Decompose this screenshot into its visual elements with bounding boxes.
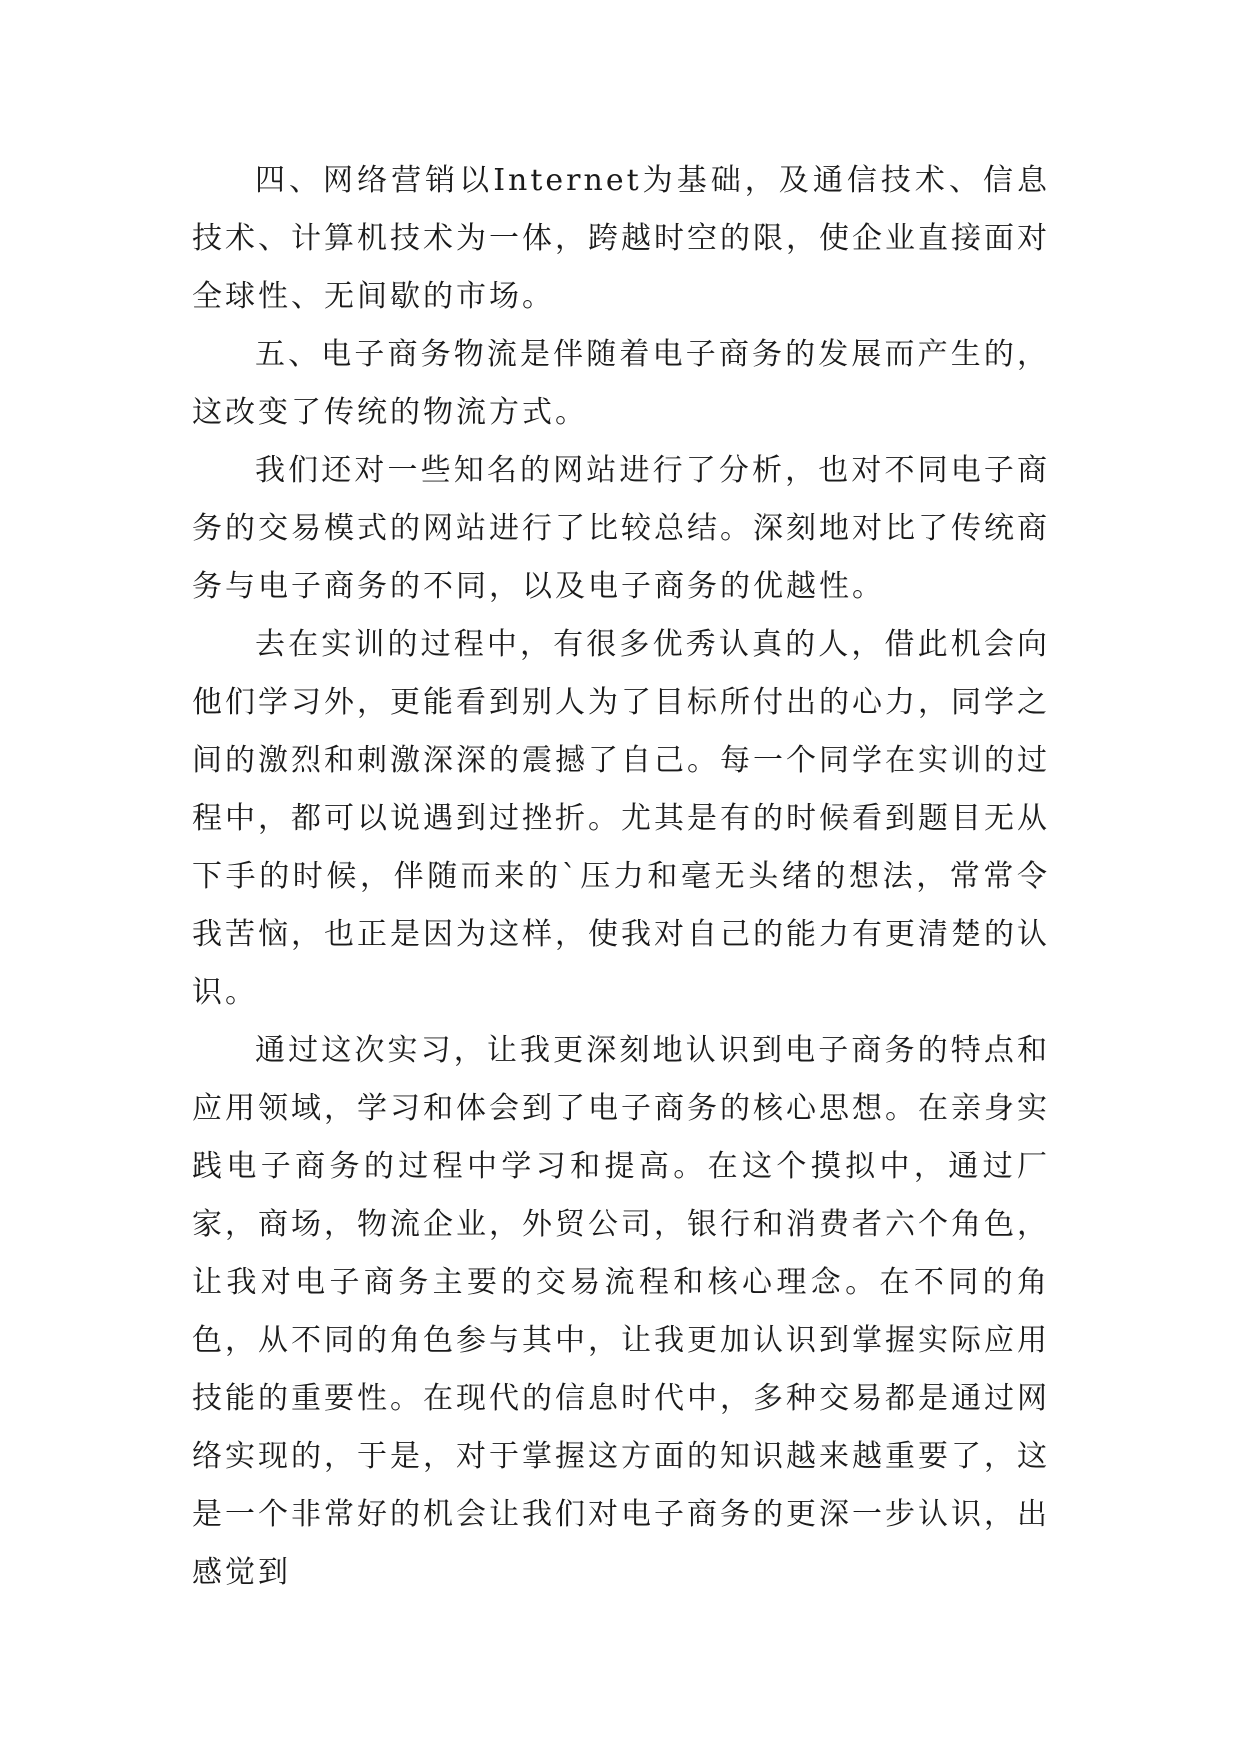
document-body [192,152,1050,1602]
paragraph-internship-summary: 通过这次实习，让我更深刻地认识到电子商务的特点和应用领域，学习和体会到了电子商务的核心思想。在亲身实践电子商务的过程中学习和提高。在这个摸拟中，通过厂家，商场，物流企业，外贸公司，银行和消费者六个角色，让我对电子商务主要的交易流程和核心理念。在不同的角色，从不同的角色参与其中，让我更加认识到掌握实际应用技能的重要性。在现代的信息时代中，多种交易都是通过网络实现的，于是，对于掌握这方面的知识越来越重要了，这是一个非常好的机会让我们对电子商务的更深一步认识，出感觉到 [192,1033,1050,1590]
paragraph-network-marketing: 四、网络营销以Internet为基础，及通信技术、信息技术、计算机技术为一体，跨越时空的限，使企业直接面对全球性、无间歇的市场。 [192,163,1050,314]
paragraph-website-analysis: 我们还对一些知名的网站进行了分析，也对不同电子商务的交易模式的网站进行了比较总结。深刻地对比了传统商务与电子商务的不同，以及电子商务的优越性。 [192,453,1050,604]
paragraph-ecommerce-logistics: 五、电子商务物流是伴随着电子商务的发展而产生的，这改变了传统的物流方式。 [192,337,1050,430]
paragraph-training-experience: 去在实训的过程中，有很多优秀认真的人，借此机会向他们学习外，更能看到别人为了目标所付出的心力，同学之间的激烈和刺激深深的震撼了自己。每一个同学在实训的过程中，都可以说遇到过挫折。尤其是有的时候看到题目无从下手的时候，伴随而来的`压力和毫无头绪的想法，常常令我苦恼，也正是因为这样，使我对自己的能力有更清楚的认识。 [192,627,1050,1010]
